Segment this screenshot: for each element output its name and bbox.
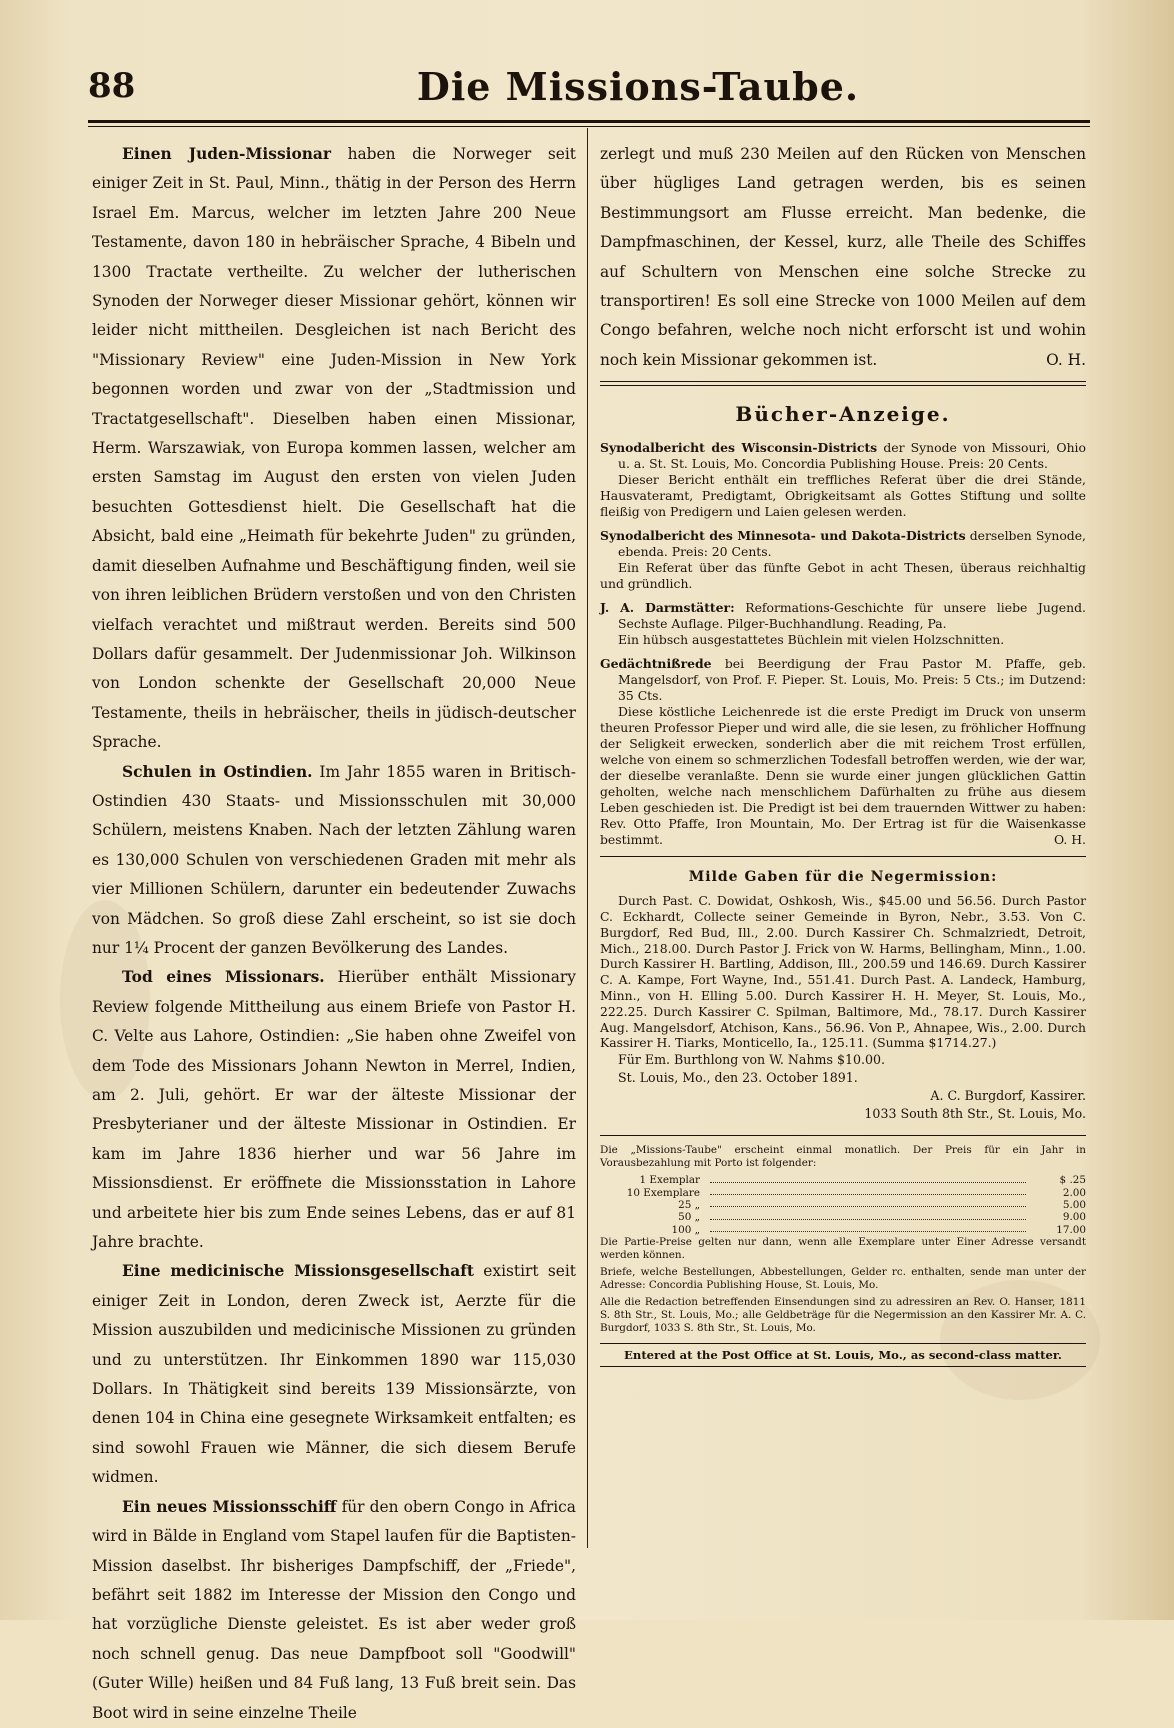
price-value: 17.00 <box>1056 1223 1086 1236</box>
book-description: Dieser Bericht enthält ein treffliches Referat über die drei Stände, Hausvateramt, Predigtamt, Obrigkeitsamt als Gottes Stiftung und sollte fleißig von Predigern und Laien gelesen werden. <box>600 472 1086 520</box>
header-rule <box>88 120 1090 123</box>
treasurer-address: 1033 South 8th Str., St. Louis, Mo. <box>864 1106 1086 1122</box>
treasurer-signature: A. C. Burgdorf, Kassirer. <box>930 1088 1086 1104</box>
article-heading: Ein neues Missionsschiff <box>122 1497 337 1516</box>
article-body: für den obern Congo in Africa wird in Bälde in England vom Stapel laufen für die Baptisten-Mission daselbst. Ihr bisheriges Dampfschiff, der „Friede", befährt seit 1882 im Interesse der Mission den Congo und hat vorzügliche Dienste geleistet. Es ist aber weder groß noch schnell genug. Das neue Dampfboot soll "Goodwill" (Guter Wille) heißen und 84 Fuß lang, 13 Fuß breit sein. Das Boot wird in seine einzelne Theile <box>92 1497 576 1722</box>
gifts-section-title: Milde Gaben für die Negermission: <box>688 869 998 886</box>
article-body: zerlegt und muß 230 Meilen auf den Rücken von Menschen über hügliges Land getragen werden, bis es seinen Bestimmungsort am Flusse erreicht. Man bedenke, die Dampfmaschinen, der Kessel, kurz, alle Theile des Schiffes auf Schultern von Menschen eine solche Strecke zu transportiren! Es soll eine Strecke von 1000 Meilen auf dem Congo befahren, welche noch nicht erforscht ist und wohin noch kein Missionar gekommen ist. <box>600 145 1086 369</box>
gifts-extra: Für Em. Burthlong von W. Nahms $10.00. <box>618 1052 886 1068</box>
book-description: Ein Referat über das fünfte Gebot in acht Thesen, überaus reichhaltig und gründlich. <box>600 560 1086 592</box>
page-header <box>88 62 1088 116</box>
section-rule <box>600 381 1086 382</box>
section-rule <box>600 385 1086 386</box>
letters-note: Briefe, welche Bestellungen, Abbestellungen, Gelder rc. enthalten, sende man unter der Adresse: Concordia Publishing House, St. Louis, Mo. <box>600 1266 1086 1292</box>
page-number: 88 <box>88 66 136 106</box>
price-quantity: 25 „ <box>678 1199 700 1212</box>
header-rule-thin <box>88 126 1090 127</box>
article-schulen-ostindien <box>92 758 576 964</box>
left-column <box>92 140 576 1722</box>
subscription-intro: Die „Missions-Taube" erscheint einmal monatlich. Der Preis für ein Jahr in Vorausbezahlung mit Porto ist folgender: <box>600 1144 1086 1170</box>
price-row <box>600 1224 1086 1236</box>
price-row <box>600 1199 1086 1211</box>
right-column <box>600 140 1086 1367</box>
book-details: Reformations-Geschichte für unsere liebe Jugend. Sechste Auflage. Pilger-Buchhandlung. Reading, Pa. <box>618 600 1086 632</box>
price-value: $ .25 <box>1059 1174 1086 1187</box>
price-row <box>600 1174 1086 1186</box>
article-body: existirt seit einiger Zeit in London, deren Zweck ist, Aerzte für die Mission auszubilden und medicinische Missionen zu gründen und zu unterstützen. Ihr Einkommen 1890 war 115,030 Dollars. In Thätigkeit sind bereits 139 Missionsärzte, von denen 104 in China eine gesegnete Wirksamkeit entfalten; es sind sowohl Frauen wie Männer, die sich diesem Berufe widmen. <box>92 1262 576 1487</box>
book-notice <box>600 440 1086 520</box>
gifts-list: Durch Past. C. Dowidat, Oshkosh, Wis., $45.00 und 56.56. Durch Pastor C. Eckhardt, Collecte seiner Gemeinde in Byron, Nebr., 3.53. Von C. Burgdorf, Red Bud, Ill., 2.00. Durch Kassirer Ch. Schmalzriedt, Detroit, Mich., 218.00. Durch Pastor J. Frick von W. Harms, Bellingham, Minn., 1.00. Durch Kassirer H. Bartling, Addison, Ill., 200.59 und 146.69. Durch Kassirer C. A. Kampe, Fort Wayne, Ind., 551.41. Durch Past. A. Landeck, Hamburg, Minn., von H. Elling 5.00. Durch Kassirer H. H. Meyer, St. Louis, Mo., 222.25. Durch Kassirer C. Spilman, Baltimore, Md., 78.17. Durch Kassirer Aug. Mangelsdorf, Atchison, Kans., 56.96. Von P., Ahnapee, Wis., 2.00. Durch Kassirer H. Tiarks, Monticello, Ia., 125.11. (Summa $1714.27.) <box>600 893 1086 1051</box>
gifts-date: St. Louis, Mo., den 23. October 1891. <box>618 1070 858 1086</box>
article-body: Hierüber enthält Missionary Review folgende Mittheilung aus einem Briefe von Pastor H. C. Velte aus Lahore, Ostindien: „Sie haben ohne Zweifel von dem Tode des Missionars Johann Newton in Merrel, Indien, am 2. Juli, gehört. Er war der älteste Missionar der Presbyterianer und der älteste Missionar in Ostindien. Er kam im Jahre 1836 hierher und war 56 Jahre im Missionsdienst. Er eröffnete die Missionsstation in Lahore und arbeitete hier bis zum Ende seines Lebens, das er auf 81 Jahre brachte. <box>92 968 576 1252</box>
price-quantity: 50 „ <box>678 1211 700 1224</box>
book-details: bei Beerdigung der Frau Pastor M. Pfaffe, geb. Mangelsdorf, von Prof. F. Pieper. St. Louis, Mo. Preis: 5 Cts.; im Dutzend: 35 Cts. <box>618 656 1086 704</box>
article-medicinische-gesellschaft <box>92 1257 576 1492</box>
masthead-title: Die Missions-Taube. <box>416 64 860 109</box>
book-description: Diese köstliche Leichenrede ist die erste Predigt im Druck von unserm theuren Professor Pieper und wird alle, die sie lesen, zu fröhlicher Hoffnung der Seligkeit erwecken, sonderlich aber die mit reichem Trost erfüllen, welche von einem so schmerzlichen Todesfall betroffen werden, wie der war, der dieselbe veranlaßte. Denn sie wurde einer jungen glücklichen Gattin geholten, welche nach menschlichem Dafürhalten zu frühe aus diesem Leben geschieden ist. Die Predigt ist bei dem trauernden Wittwer zu haben: Rev. Otto Pfaffe, Iron Mountain, Mo. Der Ertrag ist für die Waisenkasse bestimmt. <box>600 704 1086 848</box>
price-quantity: 100 „ <box>671 1223 700 1236</box>
price-quantity: 10 Exemplare <box>626 1186 700 1199</box>
article-heading: Tod eines Missionars. <box>122 968 325 987</box>
article-body: haben die Norweger seit einiger Zeit in St. Paul, Minn., thätig in der Person des Herrn Israel Em. Marcus, welcher im letzten Jahre 200 Neue Testamente, davon 180 in hebräischer Sprache, 4 Bibeln und 1300 Tractate vertheilte. Zu welcher der lutherischen Synoden der Norweger dieser Missionar gehört, können wir leider nicht mittheilen. Desgleichen ist nach Bericht des "Missionary Review" eine Juden-Mission in New York begonnen worden und zwar von der „Stadtmission und Tractatgesellschaft". Dieselben haben einen Missionar, Herm. Warszawiak, von Europa kommen lassen, welcher am ersten Samstag im August den ersten von vielen Juden besuchten Gottesdienst hielt. Die Gesellschaft hat die Absicht, bald eine „Heimath für bekehrte Juden" zu gründen, damit dieselben Aufnahme und Beschäftigung finden, weil sie von ihren leiblichen Brüdern verstoßen und von den Christen vielfach verachtet und mißtraut werden. Bereits sind 500 Dollars dafür gesammelt. Der Judenmissionar Joh. Wilkinson von London schenkte der Gesellschaft 20,000 Neue Testamente, theils in hebräischer, theils in jüdisch-deutscher Sprache. <box>92 145 576 752</box>
book-notice <box>600 656 1086 848</box>
column-divider <box>587 128 588 1548</box>
author-signature: O. H. <box>1046 350 1086 369</box>
article-continuation <box>600 140 1086 375</box>
book-title: Gedächtnißrede <box>600 656 712 672</box>
article-heading: Eine medicinische Missionsgesellschaft <box>122 1262 474 1281</box>
article-missionsschiff <box>92 1493 576 1728</box>
price-value: 9.00 <box>1062 1211 1086 1224</box>
section-rule <box>600 856 1086 857</box>
books-section-title: Bücher-Anzeige. <box>735 402 951 427</box>
article-juden-missionar <box>92 140 576 758</box>
book-title: J. A. Darmstätter: <box>600 600 735 616</box>
article-body: Im Jahr 1855 waren in Britisch-Ostindien 430 Staats- und Missionsschulen mit 30,000 Schülern, meistens Knaben. Nach der letzten Zählung waren es 130,000 Schulen von verschiedenen Graden mit mehr als vier Millionen Schülern, darunter ein bedeutender Zuwachs von Mädchen. So groß diese Zahl erscheint, so ist sie doch nur 1¼ Procent der ganzen Bevölkerung des Landes. <box>92 762 576 957</box>
partie-note: Die Partie-Preise gelten nur dann, wenn alle Exemplare unter Einer Adresse versandt werden können. <box>600 1236 1086 1262</box>
book-title: Synodalbericht des Wisconsin-Districts <box>600 440 878 456</box>
book-description: Ein hübsch ausgestattetes Büchlein mit vielen Holzschnitten. <box>618 632 1005 648</box>
book-notice <box>600 528 1086 592</box>
subscription-box <box>600 1135 1086 1335</box>
price-quantity: 1 Exemplar <box>639 1174 700 1187</box>
price-row <box>600 1211 1086 1223</box>
book-details: derselben Synode, ebenda. Preis: 20 Cents. <box>618 528 1086 560</box>
book-title: Synodalbericht des Minnesota- und Dakota-Districts <box>600 528 966 544</box>
price-value: 5.00 <box>1062 1199 1086 1212</box>
price-value: 2.00 <box>1062 1186 1086 1199</box>
article-heading: Schulen in Ostindien. <box>122 762 313 781</box>
book-notice <box>600 600 1086 648</box>
redaction-note: Alle die Redaction betreffenden Einsendungen sind zu adressiren an Rev. O. Hanser, 1811 S. 8th Str., St. Louis, Mo.; alle Geldbeträge für die Negermission an den Kassirer Mr. A. C. Burgdorf, 1033 S. 8th Str., St. Louis, Mo. <box>600 1296 1086 1335</box>
author-signature: O. H. <box>1053 832 1086 848</box>
book-details: der Synode von Missouri, Ohio u. a. St. St. Louis, Mo. Concordia Publishing House. Preis: 20 Cents. <box>618 440 1086 472</box>
postal-notice: Entered at the Post Office at St. Louis, Mo., as second-class matter. <box>600 1343 1086 1367</box>
price-row <box>600 1187 1086 1199</box>
article-heading: Einen Juden-Missionar <box>122 145 331 163</box>
article-tod-missionars <box>92 963 576 1257</box>
